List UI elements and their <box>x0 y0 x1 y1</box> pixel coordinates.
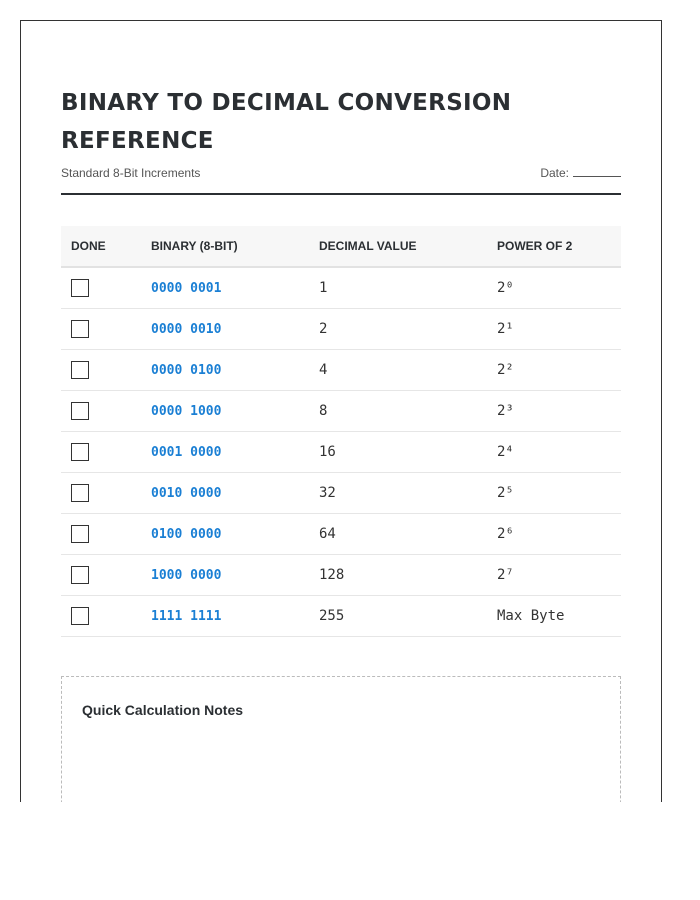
table-row <box>61 514 621 555</box>
done-cell <box>61 555 151 596</box>
done-checkbox[interactable] <box>71 402 89 420</box>
binary-value: 0000 0100 <box>151 350 319 391</box>
binary-value: 0000 0001 <box>151 267 319 309</box>
done-checkbox[interactable] <box>71 320 89 338</box>
table-row <box>61 267 621 309</box>
decimal-value: 16 <box>319 432 497 473</box>
decimal-value: 64 <box>319 514 497 555</box>
date-field <box>540 166 621 180</box>
binary-value: 1111 1111 <box>151 596 319 637</box>
table-row <box>61 309 621 350</box>
power-value: 2² <box>497 350 621 391</box>
power-value: 2¹ <box>497 309 621 350</box>
decimal-value: 32 <box>319 473 497 514</box>
done-cell <box>61 432 151 473</box>
done-checkbox[interactable] <box>71 607 89 625</box>
date-blank-line[interactable] <box>573 166 621 177</box>
power-value: Max Byte <box>497 596 621 637</box>
notes-title: Quick Calculation Notes <box>82 702 244 718</box>
column-header-binary: BINARY (8-BIT) <box>151 226 319 267</box>
power-value: 2⁰ <box>497 267 621 309</box>
column-header-done: DONE <box>61 226 151 267</box>
date-label: Date: <box>540 166 569 180</box>
done-checkbox[interactable] <box>71 361 89 379</box>
decimal-value: 128 <box>319 555 497 596</box>
header-divider <box>61 193 621 195</box>
binary-value: 0100 0000 <box>151 514 319 555</box>
decimal-value: 8 <box>319 391 497 432</box>
column-header-power: POWER OF 2 <box>497 226 621 267</box>
table-row <box>61 596 621 637</box>
table-row <box>61 555 621 596</box>
binary-value: 0000 0010 <box>151 309 319 350</box>
done-cell <box>61 350 151 391</box>
power-value: 2⁶ <box>497 514 621 555</box>
power-value: 2³ <box>497 391 621 432</box>
table-row <box>61 391 621 432</box>
page-title: BINARY TO DECIMAL CONVERSION REFERENCE <box>61 90 512 154</box>
done-cell <box>61 309 151 350</box>
power-value: 2⁵ <box>497 473 621 514</box>
binary-value: 0010 0000 <box>151 473 319 514</box>
table-row <box>61 473 621 514</box>
binary-value: 1000 0000 <box>151 555 319 596</box>
done-checkbox[interactable] <box>71 443 89 461</box>
power-value: 2⁴ <box>497 432 621 473</box>
decimal-value: 4 <box>319 350 497 391</box>
done-checkbox[interactable] <box>71 279 89 297</box>
power-value: 2⁷ <box>497 555 621 596</box>
done-cell <box>61 391 151 432</box>
binary-value: 0000 1000 <box>151 391 319 432</box>
worksheet <box>20 20 662 802</box>
column-header-decimal: DECIMAL VALUE <box>319 226 497 267</box>
done-checkbox[interactable] <box>71 484 89 502</box>
decimal-value: 255 <box>319 596 497 637</box>
done-cell <box>61 596 151 637</box>
decimal-value: 1 <box>319 267 497 309</box>
decimal-value: 2 <box>319 309 497 350</box>
table-header-row <box>61 226 621 267</box>
done-cell <box>61 514 151 555</box>
conversion-table <box>61 226 621 637</box>
table-row <box>61 432 621 473</box>
done-checkbox[interactable] <box>71 566 89 584</box>
notes-box[interactable] <box>61 676 621 802</box>
table-row <box>61 350 621 391</box>
subtitle: Standard 8-Bit Increments <box>61 166 201 180</box>
done-cell <box>61 473 151 514</box>
done-cell <box>61 267 151 309</box>
binary-value: 0001 0000 <box>151 432 319 473</box>
done-checkbox[interactable] <box>71 525 89 543</box>
